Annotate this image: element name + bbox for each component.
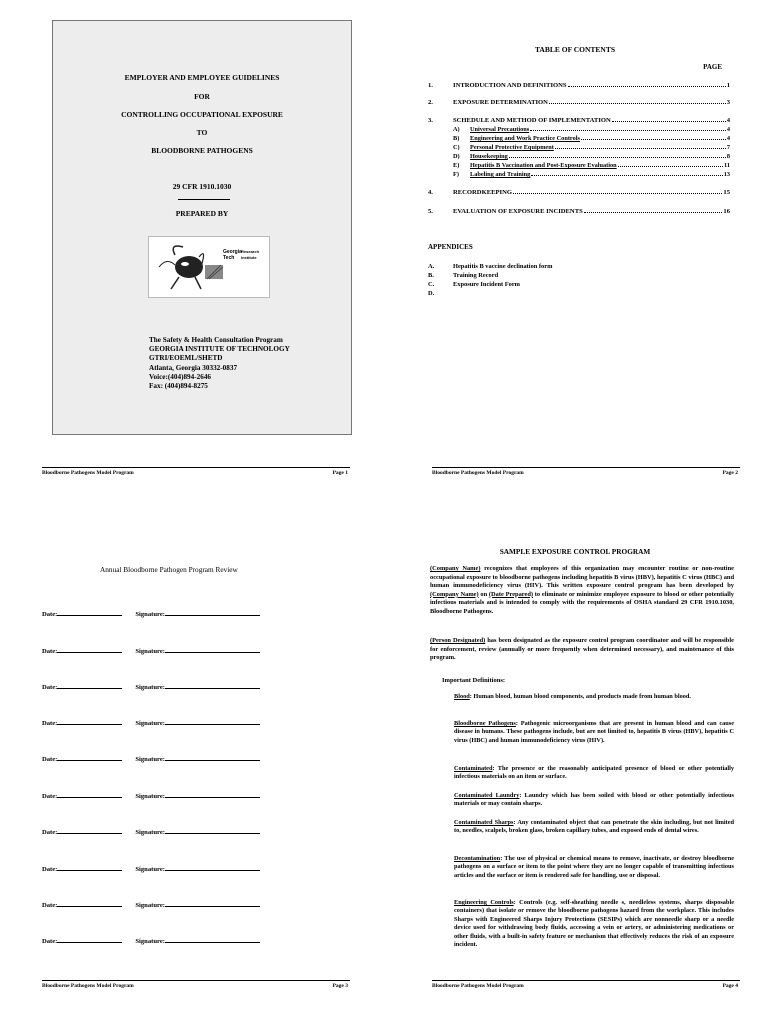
definition-text: : The presence or the reasonably anticipated presence of blood or other potentially infectious materials on an item or surface. (454, 765, 734, 781)
definition-term: Contaminated Laundry (454, 792, 520, 799)
appendix-letter: C. (428, 281, 435, 288)
definition-term: Blood (454, 693, 470, 700)
program-title: SAMPLE EXPOSURE CONTROL PROGRAM (499, 547, 651, 556)
toc-entry-page: 16 (723, 208, 730, 215)
dot-leader (509, 153, 726, 158)
intro-text-b: to eliminate or minimize employee exposure to blood or other potentially infectious materials and is intended to comply with the requirements of OSHA standard 29 CFR 1910.1030, Bloodborne Pathogens. (430, 590, 734, 615)
definition-term: Decontamination (454, 855, 501, 862)
dot-leader (555, 144, 726, 149)
logo-word-institute: Institute (241, 255, 257, 260)
date-label: Date: (42, 902, 58, 909)
signature-line[interactable] (165, 648, 260, 653)
toc-subentry-letter: A) (453, 126, 460, 133)
date-line[interactable] (57, 938, 122, 943)
definition-item (454, 720, 734, 745)
appendix-label: Exposure Incident Form (453, 281, 520, 288)
footer-page-number: Page 2 (722, 470, 738, 476)
logo-word-research: Research (241, 249, 260, 254)
appendix-item[interactable] (428, 272, 498, 279)
review-signature-row[interactable] (42, 938, 260, 945)
coordinator-paragraph (430, 637, 734, 663)
company-name-placeholder: (Company Name) (430, 590, 479, 598)
date-label: Date: (42, 866, 58, 873)
footer-rule (42, 980, 350, 981)
intro-text-a: recognizes that employees of this organization may encounter routine or non-routine occupational exposure to bloodborne pathogens including hepatitis B virus (HBV), hepatitis C virus (HBC) and human immunodeficiency virus (HIV). This written exposure control program has been developed by (430, 565, 734, 590)
signature-label: Signature: (135, 611, 165, 618)
appendix-letter: B. (428, 272, 434, 279)
dot-leader (531, 171, 722, 176)
date-label: Date: (42, 756, 58, 763)
date-label: Date: (42, 684, 58, 691)
toc-subentry[interactable] (453, 135, 730, 142)
page-2-toc (410, 20, 740, 505)
date-prepared-placeholder: (Date Prepared) (488, 590, 534, 598)
page-1-cover (20, 20, 350, 505)
definitions-heading: Important Definitions: (442, 677, 506, 684)
footer-rule (432, 980, 740, 981)
cover-address-block (149, 336, 290, 391)
date-label: Date: (42, 648, 58, 655)
signature-line[interactable] (165, 938, 260, 943)
appendix-item[interactable] (428, 290, 453, 297)
signature-label: Signature: (135, 756, 165, 763)
date-line[interactable] (57, 793, 122, 798)
toc-entry-label: EXPOSURE DETERMINATION (453, 99, 548, 106)
toc-subentry-letter: E) (453, 162, 460, 169)
toc-subentry-page: 13 (723, 171, 730, 178)
date-line[interactable] (57, 648, 122, 653)
signature-line[interactable] (165, 611, 260, 616)
toc-entry-number: 2. (428, 99, 433, 106)
cover-title-line-4: TO (196, 128, 208, 137)
address-line: The Safety & Health Consultation Program (149, 336, 283, 344)
definition-text: : Laundry which has been soiled with blood or other potentially infectious materials or may contain sharps. (454, 792, 735, 808)
toc-subentry-label: Hepatitis B Vaccination and Post-Exposure Evaluation (470, 162, 617, 169)
review-title: Annual Bloodborne Pathogen Program Review (100, 565, 238, 574)
review-signature-row[interactable] (42, 648, 260, 655)
toc-subentry-letter: B) (453, 135, 460, 142)
signature-label: Signature: (135, 684, 165, 691)
cover-box (52, 20, 352, 435)
date-line[interactable] (57, 756, 122, 761)
footer-rule (432, 467, 740, 468)
toc-entry[interactable] (428, 189, 730, 196)
dot-leader (581, 135, 726, 140)
toc-subentry[interactable] (453, 171, 730, 178)
definition-term: Bloodborne Pathogens (454, 720, 516, 727)
toc-subentry[interactable] (453, 126, 730, 133)
definition-text: : The use of physical or chemical means to remove, inactivate, or destroy bloodborne pathogens on a surface or item to the point where they are no longer capable of transmitting infectious articles and the surface or item is rendered safe for handling, use or disposal. (454, 855, 734, 879)
signature-line[interactable] (165, 793, 260, 798)
address-line: Atlanta, Georgia 30332-0837 (149, 363, 238, 372)
review-signature-row[interactable] (42, 902, 260, 909)
signature-label: Signature: (135, 793, 165, 800)
toc-page-header: PAGE (703, 63, 722, 71)
dot-leader (530, 126, 726, 131)
signature-line[interactable] (165, 756, 260, 761)
toc-entry-page: 15 (723, 189, 730, 196)
toc-subentry-page: 4 (726, 126, 730, 133)
toc-entry-number: 4. (428, 189, 433, 196)
toc-entry-number: 3. (428, 117, 433, 124)
footer-page-number: Page 4 (722, 983, 738, 989)
person-designated-placeholder: (Person Designated) (430, 637, 486, 644)
definition-term: Contaminated (454, 765, 493, 772)
footer-title: Bloodborne Pathogens Model Program (42, 983, 134, 989)
cover-title-line-2: FOR (194, 92, 210, 101)
toc-entry-page: 3 (726, 99, 730, 106)
toc-entry[interactable] (428, 82, 730, 89)
date-label: Date: (42, 938, 58, 945)
signature-line[interactable] (165, 866, 260, 871)
date-line[interactable] (57, 611, 122, 616)
gtri-logo-image (148, 236, 270, 298)
definition-term: Engineering Controls (454, 899, 514, 906)
toc-entry[interactable] (428, 208, 730, 215)
date-label: Date: (42, 829, 58, 836)
date-label: Date: (42, 611, 58, 618)
toc-entry-page: 4 (726, 117, 730, 124)
review-signature-row[interactable] (42, 684, 260, 691)
appendix-label: Hepatitis B vaccine declination form (453, 263, 553, 270)
footer-page-number: Page 1 (332, 470, 348, 476)
cover-title-line-5: BLOODBORNE PATHOGENS (151, 146, 253, 155)
toc-entry[interactable] (428, 99, 730, 106)
date-line[interactable] (57, 829, 122, 834)
company-name-placeholder: (Company Name) (430, 565, 481, 572)
signature-line[interactable] (165, 902, 260, 907)
appendices-heading: APPENDICES (428, 243, 473, 251)
review-signature-row[interactable] (42, 611, 260, 618)
toc-subentry-label: Personal Protective Equipment (470, 144, 554, 151)
toc-subentry-page: 11 (724, 162, 730, 169)
definition-text: : Any contaminated object that can penetrate the skin including, but not limited to, needles, scalpels, broken glass, broken capillary tubes, and exposed ends of dental wires. (454, 819, 734, 835)
appendix-letter: A. (428, 263, 435, 270)
definition-text: : Human blood, human blood components, and products made from human blood. (469, 693, 692, 700)
toc-entry-number: 1. (428, 82, 433, 89)
appendix-item[interactable] (428, 263, 552, 270)
signature-line[interactable] (165, 684, 260, 689)
footer-title: Bloodborne Pathogens Model Program (432, 983, 524, 989)
dot-leader (584, 208, 723, 213)
date-line[interactable] (57, 866, 122, 871)
review-signature-row[interactable] (42, 793, 260, 800)
dot-leader (549, 99, 726, 104)
date-line[interactable] (57, 684, 122, 689)
review-signature-row[interactable] (42, 756, 260, 763)
toc-entry-label: INTRODUCTION AND DEFINITIONS (453, 82, 567, 89)
cover-title-line-1: EMPLOYER AND EMPLOYEE GUIDELINES (124, 73, 280, 82)
toc-subentry-label: Housekeeping (470, 153, 508, 160)
toc-entry-label: SCHEDULE AND METHOD OF IMPLEMENTATION (453, 117, 611, 124)
toc-subentry-letter: C) (453, 144, 460, 151)
toc-entry-label: RECORDKEEPING (453, 189, 512, 196)
toc-subentry-page: 4 (726, 135, 730, 142)
date-line[interactable] (57, 720, 122, 725)
definition-item (454, 819, 734, 836)
toc-entry-label: EVALUATION OF EXPOSURE INCIDENTS (453, 208, 583, 215)
toc-subentry-letter: D) (453, 153, 460, 160)
signature-label: Signature: (135, 938, 165, 945)
review-signature-row[interactable] (42, 829, 260, 836)
dot-leader (612, 117, 726, 122)
cover-prepared-by: PREPARED BY (175, 209, 229, 218)
appendix-label: Training Record (453, 272, 499, 279)
appendix-item[interactable] (428, 281, 520, 288)
date-label: Date: (42, 720, 58, 727)
toc-title: TABLE OF CONTENTS (534, 45, 616, 54)
date-label: Date: (42, 793, 58, 800)
signature-line[interactable] (165, 720, 260, 725)
signature-label: Signature: (135, 866, 165, 873)
logo-word-georgia: Georgia (223, 249, 242, 255)
footer-title: Bloodborne Pathogens Model Program (432, 470, 524, 476)
toc-entry[interactable] (428, 117, 730, 124)
definition-item (454, 765, 734, 782)
signature-label: Signature: (135, 720, 165, 727)
page-3-review (20, 535, 350, 1005)
page-4-program (410, 535, 740, 1005)
toc-subentry[interactable] (453, 162, 730, 169)
cover-cfr: 29 CFR 1910.1030 (172, 182, 232, 191)
signature-label: Signature: (135, 902, 165, 909)
footer-rule (42, 467, 350, 468)
dot-leader (513, 189, 722, 194)
footer-page-number: Page 3 (332, 983, 348, 989)
dot-leader (568, 82, 726, 87)
toc-subentry[interactable] (453, 144, 730, 151)
toc-subentry[interactable] (453, 153, 730, 160)
cover-divider (178, 199, 230, 200)
address-line: GEORGIA INSTITUTE OF TECHNOLOGY (149, 345, 290, 354)
toc-subentry-letter: F) (453, 171, 459, 178)
definition-item (454, 792, 734, 809)
toc-subentry-page: 8 (726, 153, 730, 160)
signature-line[interactable] (165, 829, 260, 834)
footer-title: Bloodborne Pathogens Model Program (42, 470, 134, 476)
address-line: Fax: (404)894-8275 (149, 382, 208, 391)
review-signature-row[interactable] (42, 866, 260, 873)
toc-entry-page: 1 (726, 82, 730, 89)
definition-item (454, 855, 734, 880)
intro-text-on: on (480, 590, 488, 598)
cover-title-line-3: CONTROLLING OCCUPATIONAL EXPOSURE (121, 110, 283, 119)
logo-word-tech: Tech (223, 255, 235, 261)
toc-subentry-label: Labeling and Training (470, 171, 531, 178)
appendix-letter: D. (428, 290, 435, 297)
toc-subentry-label: Universal Precautions (470, 126, 530, 133)
definition-text: : Controls (e.g. self-sheathing needle s, needleless systems, sharps disposable containers) that isolate or remove the bloodborne pathogens hazard from the workplace. This includes Sharps with Engineered Sharps Injury Protections (SESIPs) which are nonneedle sharp or a needle device used for withdrawing body fluids, accessing a vein or artery, or administering medications or other fluids, with a built-in safety feature or mechanism that effectively reduces the risk of an exposure incident. (454, 899, 734, 949)
coordinator-text: has been designated as the exposure control program coordinator and will be responsible for enforcement, review (annually or more frequently when determined necessary), and maintenance of this program. (430, 637, 734, 662)
definition-text: : Pathogenic microorganisms that are present in human blood and can cause disease in humans. These pathogens include, but are not limited to, hepatitis B virus (HBV), hepatitis C virus (HBC) and human immunodeficiency virus (HIV). (454, 720, 735, 744)
review-signature-row[interactable] (42, 720, 260, 727)
toc-entry-number: 5. (428, 208, 433, 215)
signature-label: Signature: (135, 829, 165, 836)
gtri-logo-drawing (149, 237, 269, 297)
program-intro-paragraph (430, 565, 734, 617)
toc-subentry-page: 7 (726, 144, 730, 151)
address-line: GTRI/EOEML/SHETD (149, 354, 223, 363)
toc-subentry-label: Engineering and Work Practice Controls (470, 135, 580, 142)
signature-label: Signature: (135, 648, 165, 655)
address-line: Voice:(404)894-2646 (149, 372, 212, 381)
date-line[interactable] (57, 902, 122, 907)
dot-leader (618, 162, 723, 167)
definition-item (454, 899, 734, 949)
definition-term: Contaminated Sharps (454, 819, 514, 826)
definition-item (454, 693, 734, 701)
